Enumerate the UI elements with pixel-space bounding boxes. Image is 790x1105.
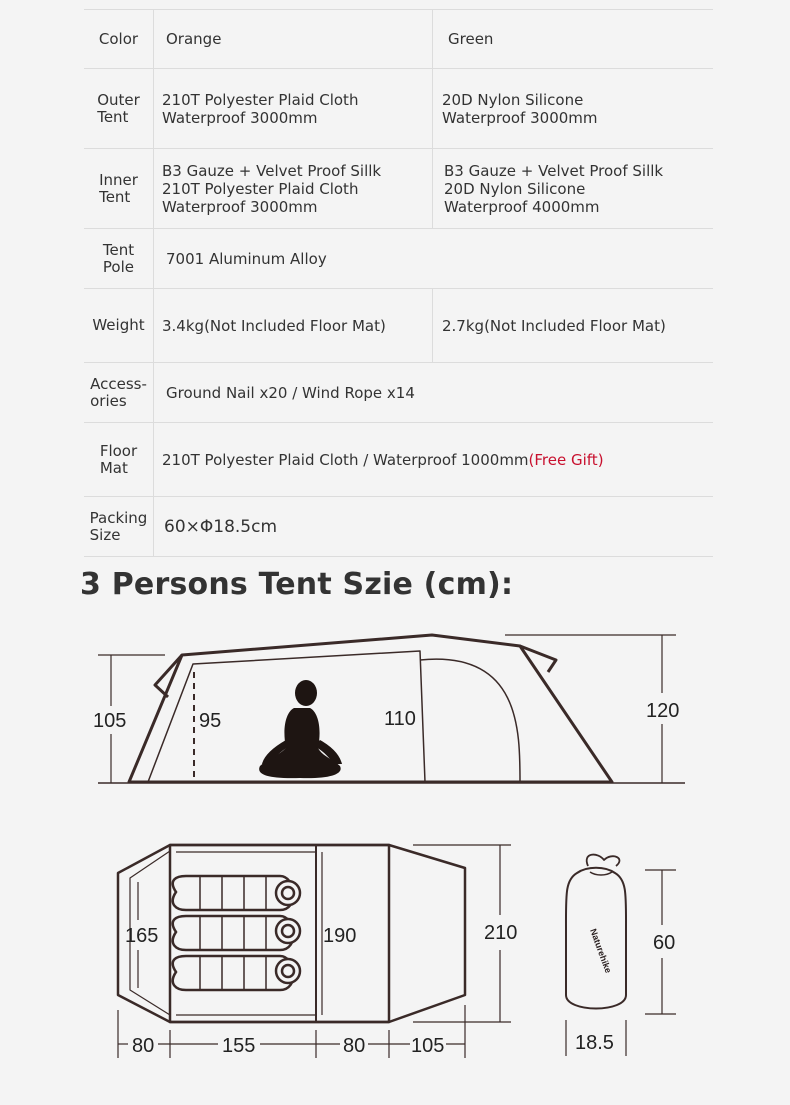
spec-label: Access- ories <box>84 363 154 422</box>
spec-label: Packing Size <box>84 497 154 556</box>
height-label-inner-right: 110 <box>384 708 416 730</box>
pack-height-label: 60 <box>653 932 676 954</box>
spec-value-orange: 210T Polyester Plaid Cloth Waterproof 3000mm <box>162 90 359 127</box>
height-label-inner-left: 95 <box>199 710 222 732</box>
sleeping-bags <box>173 876 300 990</box>
spec-value: 7001 Aluminum Alloy <box>166 249 327 268</box>
spec-label: Floor Mat <box>84 423 154 496</box>
sleeping-bag <box>173 876 300 910</box>
sleeping-bag <box>173 916 300 950</box>
spec-value-orange: B3 Gauze + Velvet Proof Sillk 210T Polyester Plaid Cloth Waterproof 3000mm <box>162 161 382 216</box>
width-label-small: 165 <box>125 925 159 947</box>
spec-value-green: Green <box>448 30 494 48</box>
spec-value-green: 20D Nylon Silicone Waterproof 3000mm <box>442 90 598 127</box>
brand-logo-text: Naturehike <box>588 927 614 975</box>
spec-label: Color <box>84 10 154 68</box>
size-section-title: 3 Persons Tent Szie (cm): <box>80 567 514 602</box>
spec-label: Weight <box>84 289 154 362</box>
length-label-a: 80 <box>132 1035 155 1057</box>
pack-bag <box>566 855 676 1056</box>
spec-value: 60×Φ18.5cm <box>164 516 278 537</box>
spec-value: 210T Polyester Plaid Cloth / Waterproof 1000mm (Free Gift) <box>162 450 604 469</box>
spec-value-orange: Orange <box>166 30 222 48</box>
spec-value-orange: 3.4kg(Not Included Floor Mat) <box>162 316 386 335</box>
person-silhouette <box>259 680 342 778</box>
spec-value-green: B3 Gauze + Velvet Proof Sillk 20D Nylon Silicone Waterproof 4000mm <box>444 161 664 216</box>
spec-label: Tent Pole <box>84 229 154 288</box>
length-label-d: 105 <box>411 1035 445 1057</box>
free-gift-note: (Free Gift) <box>528 450 604 469</box>
spec-value: Ground Nail x20 / Wind Rope x14 <box>166 383 415 402</box>
spec-label: Inner Tent <box>84 149 154 228</box>
height-label-right: 120 <box>646 700 680 722</box>
height-label-left: 105 <box>93 710 127 732</box>
sleeping-bag <box>173 956 300 990</box>
width-label-inner: 190 <box>323 925 357 947</box>
width-label-total: 210 <box>484 922 518 944</box>
pack-diameter-label: 18.5 <box>575 1032 614 1054</box>
length-label-c: 80 <box>343 1035 366 1057</box>
spec-label: Outer Tent <box>84 69 154 148</box>
spec-value-green: 2.7kg(Not Included Floor Mat) <box>442 316 666 335</box>
length-label-b: 155 <box>222 1035 256 1057</box>
